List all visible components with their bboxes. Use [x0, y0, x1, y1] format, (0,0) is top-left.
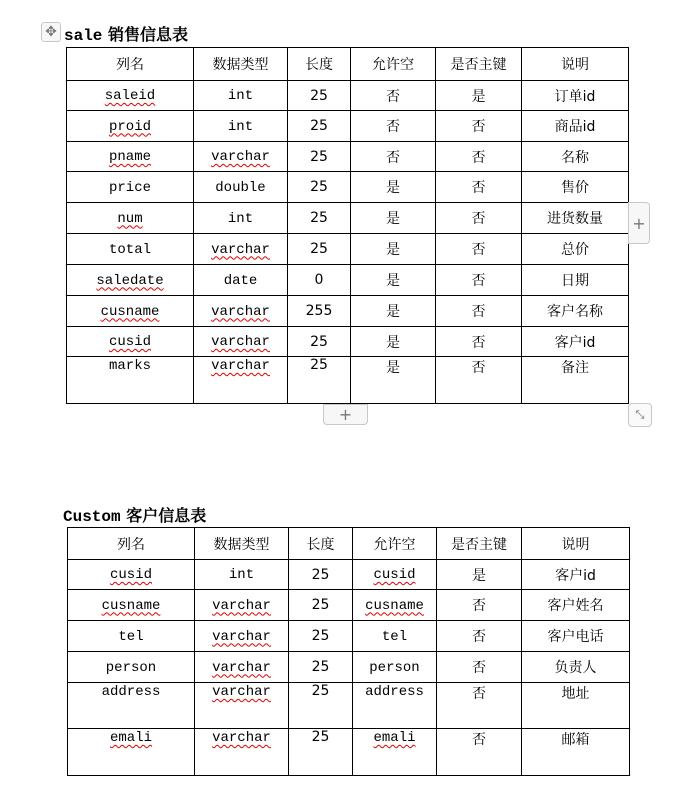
cell-length[interactable]: 25 [289, 621, 353, 652]
table-row [68, 729, 630, 776]
cell-description[interactable]: 订单id [522, 81, 629, 111]
cell-column-name[interactable]: proid [67, 111, 194, 142]
cell-description[interactable]: 负责人 [522, 652, 630, 683]
cell-data-type[interactable]: varchar [194, 357, 288, 404]
table2-title-zh: 客户信息表 [126, 506, 207, 525]
cell-primary-key[interactable]: 否 [436, 203, 522, 234]
header-cell: 列名 [68, 528, 195, 560]
cell-primary-key[interactable]: 是 [436, 81, 522, 111]
table-row [68, 560, 630, 590]
cell-data-type[interactable]: int [194, 81, 288, 111]
table-row [67, 327, 629, 357]
header-cell: 长度 [288, 48, 351, 81]
table2-title [63, 503, 206, 526]
table-row [67, 172, 629, 203]
table-row [67, 357, 629, 404]
table-header-row [67, 48, 629, 81]
cell-column-name[interactable]: tel [68, 621, 195, 652]
cell-column-name[interactable]: saleid [67, 81, 194, 111]
cell-data-type[interactable]: varchar [195, 621, 289, 652]
header-cell: 是否主键 [437, 528, 522, 560]
table-row [68, 652, 630, 683]
sale-table [66, 47, 629, 404]
cell-nullable[interactable]: 是 [351, 357, 436, 404]
cell-data-type[interactable]: date [194, 265, 288, 296]
add-row-button[interactable] [323, 404, 368, 425]
table-row [67, 234, 629, 265]
cell-description[interactable]: 备注 [522, 357, 629, 404]
cell-data-type[interactable]: int [195, 560, 289, 590]
cell-data-type[interactable]: varchar [194, 296, 288, 327]
cell-nullable[interactable]: address [353, 683, 437, 729]
cell-data-type[interactable]: varchar [195, 683, 289, 729]
cell-length[interactable]: 25 [289, 590, 353, 621]
plus-icon: + [338, 405, 353, 424]
table-row [68, 590, 630, 621]
table-row [67, 81, 629, 111]
cell-length[interactable]: 25 [288, 81, 351, 111]
cell-description[interactable]: 地址 [522, 683, 630, 729]
cell-data-type[interactable]: int [194, 111, 288, 142]
table-row [67, 296, 629, 327]
cell-description[interactable]: 售价 [522, 172, 629, 203]
cell-description[interactable]: 名称 [522, 142, 629, 172]
cell-description[interactable]: 客户id [522, 327, 629, 357]
cell-primary-key[interactable]: 否 [436, 111, 522, 142]
cell-column-name[interactable]: total [67, 234, 194, 265]
cell-nullable[interactable]: tel [353, 621, 437, 652]
header-cell: 数据类型 [194, 48, 288, 81]
header-cell: 允许空 [351, 48, 436, 81]
cell-length[interactable]: 25 [289, 729, 353, 776]
cell-description[interactable]: 客户电话 [522, 621, 630, 652]
cell-length[interactable]: 25 [289, 652, 353, 683]
cell-nullable[interactable]: cusname [353, 590, 437, 621]
cell-column-name[interactable]: cusname [67, 296, 194, 327]
cell-column-name[interactable]: person [68, 652, 195, 683]
cell-nullable[interactable]: 是 [351, 172, 436, 203]
cell-description[interactable]: 进货数量 [522, 203, 629, 234]
cell-column-name[interactable]: price [67, 172, 194, 203]
cell-nullable[interactable]: 是 [351, 265, 436, 296]
cell-nullable[interactable]: 否 [351, 81, 436, 111]
cell-nullable[interactable]: 是 [351, 296, 436, 327]
header-cell: 允许空 [353, 528, 437, 560]
table-row [67, 111, 629, 142]
cell-primary-key[interactable]: 否 [436, 296, 522, 327]
cell-nullable[interactable]: person [353, 652, 437, 683]
cell-data-type[interactable]: varchar [194, 142, 288, 172]
cell-length[interactable]: 25 [288, 357, 351, 404]
cell-primary-key[interactable]: 否 [437, 590, 522, 621]
cell-nullable[interactable]: 否 [351, 111, 436, 142]
header-cell: 列名 [67, 48, 194, 81]
cell-description[interactable]: 客户姓名 [522, 590, 630, 621]
table-row [67, 203, 629, 234]
cell-column-name[interactable]: marks [67, 357, 194, 404]
cell-length[interactable]: 25 [288, 203, 351, 234]
cell-length[interactable]: 0 [288, 265, 351, 296]
cell-column-name[interactable]: address [68, 683, 195, 729]
cell-length[interactable]: 25 [289, 560, 353, 590]
table2-title-en: Custom [63, 508, 121, 526]
cell-column-name[interactable]: cusid [68, 560, 195, 590]
cell-nullable[interactable]: 否 [351, 142, 436, 172]
table-row [67, 265, 629, 296]
cell-description[interactable]: 日期 [522, 265, 629, 296]
cell-data-type[interactable]: varchar [195, 590, 289, 621]
cell-length[interactable]: 25 [288, 327, 351, 357]
header-cell: 长度 [289, 528, 353, 560]
cell-primary-key[interactable]: 否 [437, 729, 522, 776]
cell-length[interactable]: 25 [289, 683, 353, 729]
cell-nullable[interactable]: 是 [351, 327, 436, 357]
cell-length[interactable]: 25 [288, 172, 351, 203]
cell-primary-key[interactable]: 否 [436, 172, 522, 203]
cell-nullable[interactable]: emali [353, 729, 437, 776]
header-cell: 数据类型 [195, 528, 289, 560]
cell-nullable[interactable]: 是 [351, 234, 436, 265]
cell-primary-key[interactable]: 否 [437, 683, 522, 729]
add-column-button[interactable] [628, 202, 650, 244]
cell-length[interactable]: 25 [288, 234, 351, 265]
cell-nullable[interactable]: cusid [353, 560, 437, 590]
cell-nullable[interactable]: 是 [351, 203, 436, 234]
header-cell: 说明 [522, 528, 630, 560]
cell-primary-key[interactable]: 否 [436, 357, 522, 404]
cell-column-name[interactable]: cusid [67, 327, 194, 357]
cell-primary-key[interactable]: 否 [437, 652, 522, 683]
cell-data-type[interactable]: varchar [195, 729, 289, 776]
cell-description[interactable]: 客户id [522, 560, 630, 590]
cell-primary-key[interactable]: 否 [436, 142, 522, 172]
cell-column-name[interactable]: saledate [67, 265, 194, 296]
header-cell: 是否主键 [436, 48, 522, 81]
cell-primary-key[interactable]: 否 [436, 265, 522, 296]
cell-primary-key[interactable]: 否 [436, 234, 522, 265]
cell-data-type[interactable]: double [194, 172, 288, 203]
table-row [68, 621, 630, 652]
plus-icon: + [632, 213, 646, 233]
table1-title [64, 22, 188, 45]
table-row [67, 142, 629, 172]
cell-description[interactable]: 总价 [522, 234, 629, 265]
cell-column-name[interactable]: emali [68, 729, 195, 776]
table-resize-handle[interactable] [628, 403, 652, 427]
table-move-handle[interactable] [41, 22, 61, 42]
cell-description[interactable]: 邮箱 [522, 729, 630, 776]
cell-primary-key[interactable]: 否 [437, 621, 522, 652]
cell-data-type[interactable]: int [194, 203, 288, 234]
header-cell: 说明 [522, 48, 629, 81]
cell-length[interactable]: 25 [288, 142, 351, 172]
table1-title-zh: 销售信息表 [107, 25, 188, 44]
cell-data-type[interactable]: varchar [194, 327, 288, 357]
move-icon: ✥ [45, 24, 57, 40]
cell-description[interactable]: 商品id [522, 111, 629, 142]
custom-table [67, 527, 630, 776]
cell-column-name[interactable]: pname [67, 142, 194, 172]
cell-data-type[interactable]: varchar [195, 652, 289, 683]
cell-primary-key[interactable]: 是 [437, 560, 522, 590]
cell-column-name[interactable]: num [67, 203, 194, 234]
cell-column-name[interactable]: cusname [68, 590, 195, 621]
table-header-row [68, 528, 630, 560]
cell-primary-key[interactable]: 否 [436, 327, 522, 357]
cell-length[interactable]: 255 [288, 296, 351, 327]
table-row [68, 683, 630, 729]
resize-icon: ⤡ [635, 408, 645, 421]
cell-description[interactable]: 客户名称 [522, 296, 629, 327]
cell-data-type[interactable]: varchar [194, 234, 288, 265]
table1-title-en: sale [64, 27, 103, 45]
cell-length[interactable]: 25 [288, 111, 351, 142]
